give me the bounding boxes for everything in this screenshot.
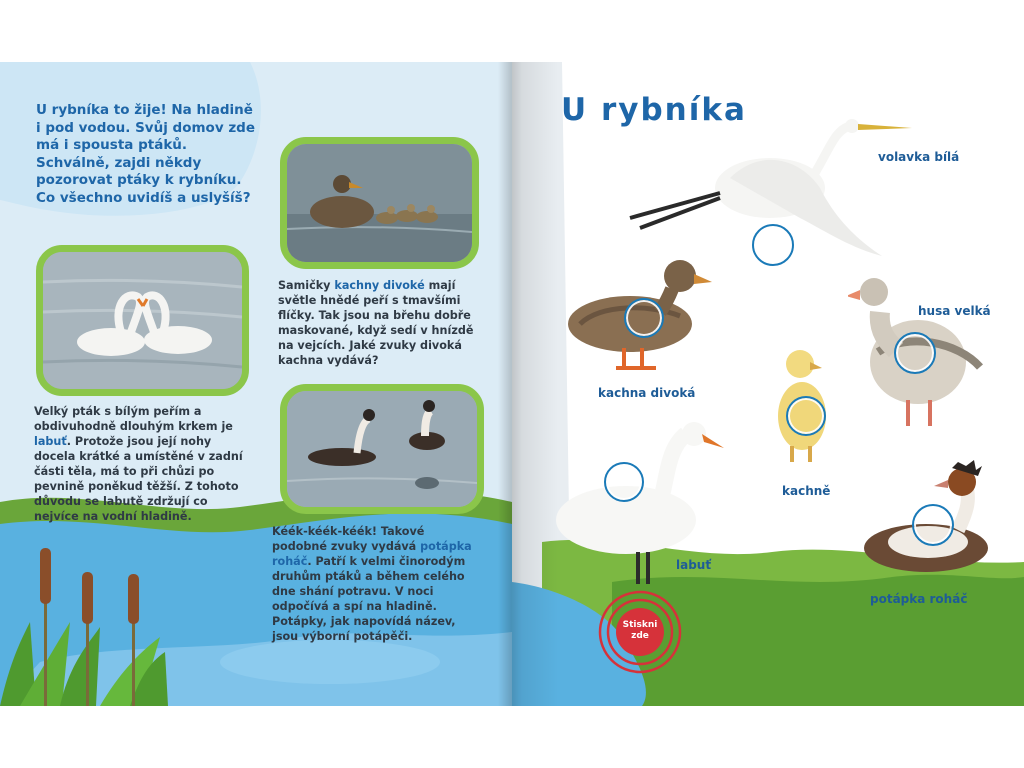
heron-sound-ring[interactable] — [752, 224, 794, 266]
swan-text-after: . Protože jsou její nohy docela krátké a umístěné v zadní části těla, má to při chůzi po pevnině poněkud těžší. Z tohoto důvodu se labutě zdržují co nejvíce na vodní hladině. — [34, 435, 243, 523]
goose-sound-ring[interactable] — [894, 332, 936, 374]
swan-sound-ring[interactable] — [604, 462, 644, 502]
duck-sound-ring[interactable] — [624, 298, 664, 338]
grebe-label: potápka roháč — [870, 592, 968, 606]
swan-photo — [36, 245, 249, 396]
intro-text: U rybníka to žije! Na hladině i pod vodou. Svůj domov zde má i spousta ptáků. Schválně, zajdi někdy pozorovat ptáky k rybníku. Co všechno uvidíš a uslyšíš? — [36, 102, 255, 206]
duckling-label: kachně — [782, 484, 831, 498]
page-title: U rybníka — [561, 92, 747, 128]
swan-label: labuť — [676, 558, 712, 572]
press-line-1: Stiskni — [622, 620, 658, 630]
grebe-text-after: . Patří k velmi činorodým druhům ptáků a během celého dne shání potravu. V noci odpočívá a spí na hladině. Potápky, jak napovídá název, jsou výborní potápěči. — [272, 555, 466, 643]
duckling-sound-ring[interactable] — [786, 396, 826, 436]
grebe-text-before: Kéék-kéék-kéék! Takové podobné zvuky vydává — [272, 525, 425, 553]
swan-text — [34, 404, 256, 524]
press-button-label[interactable] — [610, 620, 670, 642]
duck-text-before: Samičky — [278, 279, 331, 292]
grebe-sound-ring[interactable] — [912, 504, 954, 546]
grebe-photo — [280, 384, 484, 514]
grebe-text — [272, 524, 472, 644]
duck-label: kachna divoká — [598, 386, 696, 400]
press-line-2: zde — [631, 631, 649, 641]
duck-text — [278, 278, 478, 368]
left-page — [0, 62, 512, 706]
swan-text-before: Velký pták s bílým peřím a obdivuhodně dlouhým krkem je — [34, 405, 233, 433]
duck-photo — [280, 137, 479, 269]
duck-text-after: mají světle hnědé peří s tmavšími flíčky. Tak jsou na břehu dobře maskované, když sedí v hnízdě na vejcích. Jaké zvuky divoká kachna vydává? — [278, 279, 474, 367]
duck-text-highlight: kachny divoké — [334, 279, 425, 292]
grebe-text-highlight: potápka roháč — [272, 540, 472, 568]
swan-text-highlight: labuť — [34, 435, 67, 448]
book-spine — [498, 62, 558, 706]
heron-label: volavka bílá — [878, 150, 960, 164]
goose-label: husa velká — [918, 304, 991, 318]
